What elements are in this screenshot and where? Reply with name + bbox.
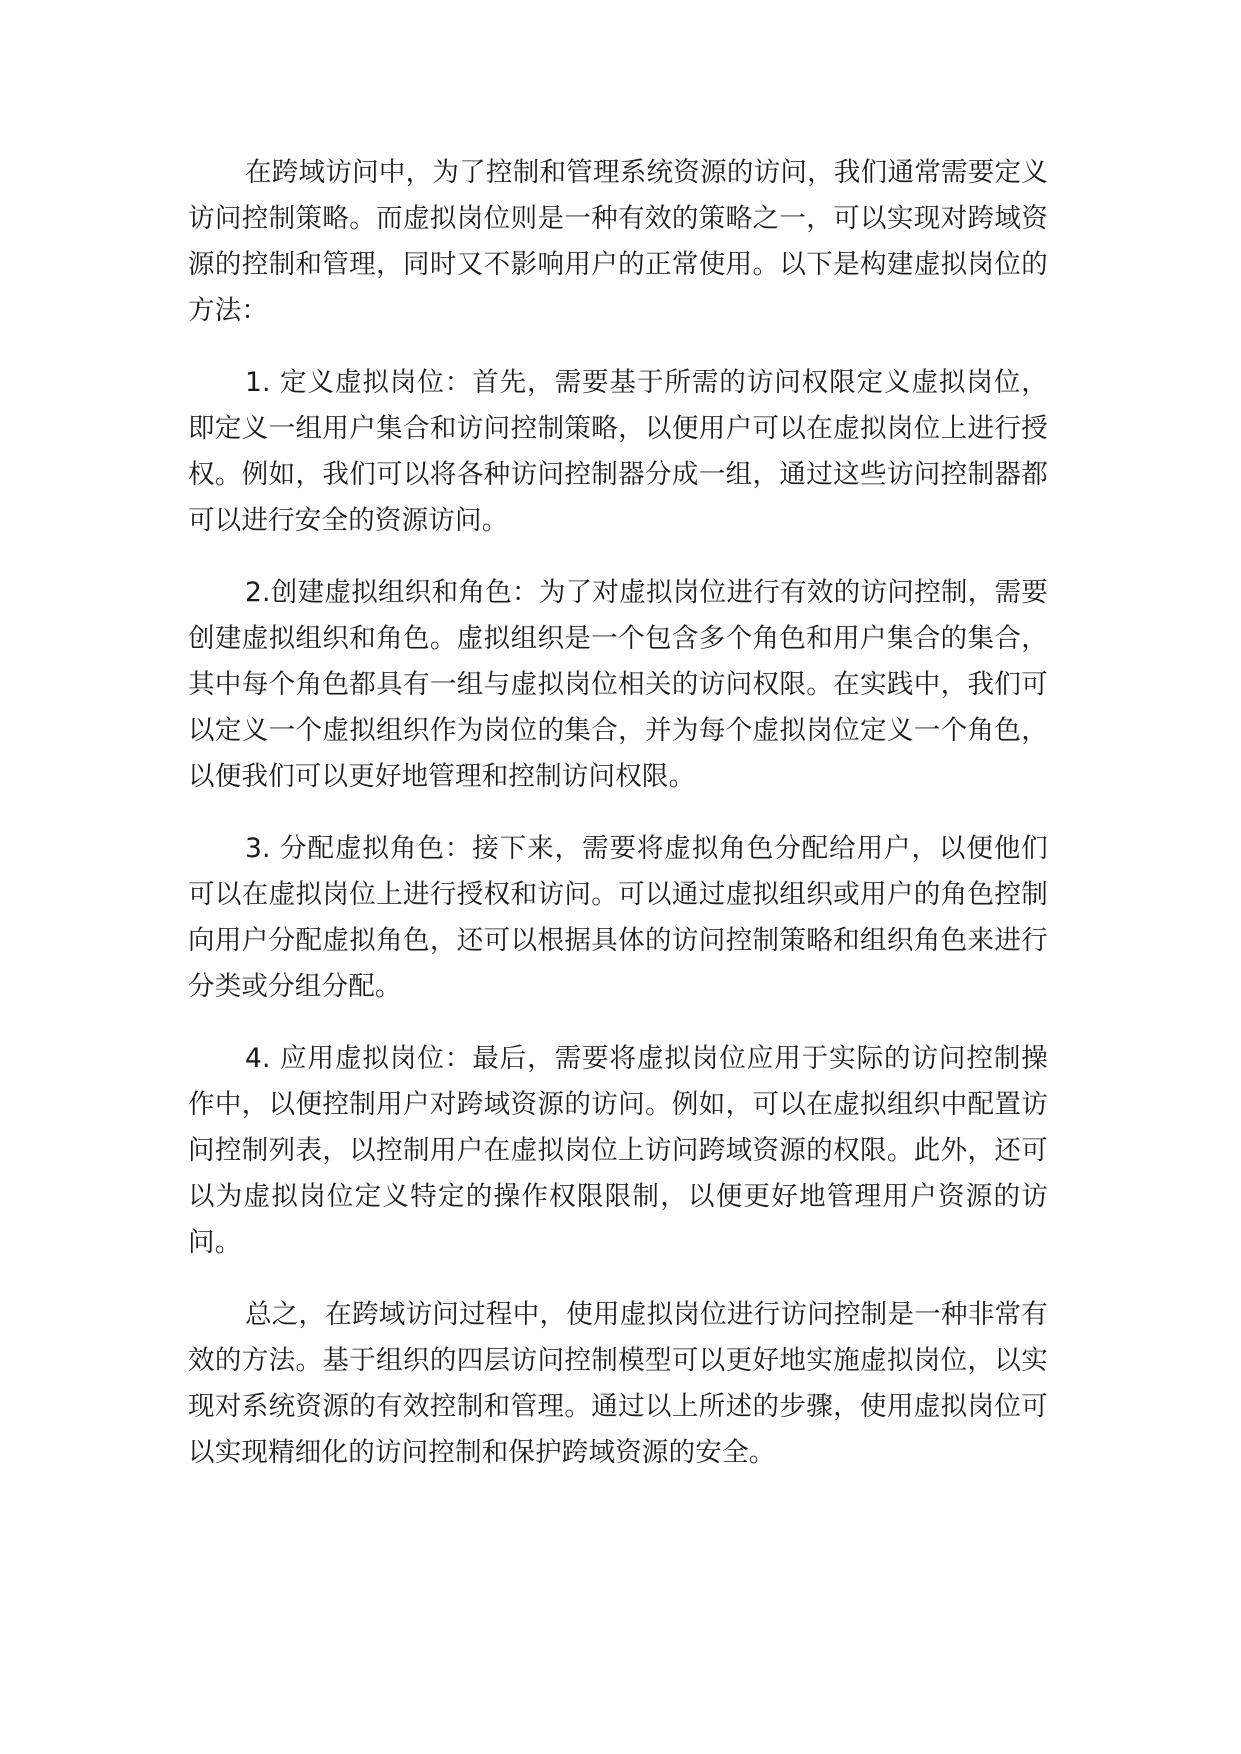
conclusion-paragraph: 总之，在跨域访问过程中，使用虚拟岗位进行访问控制是一种非常有效的方法。基于组织的四层访问控制模型可以更好地实施虚拟岗位，以实现对系统资源的有效控制和管理。通过以上所述的步骤，使用虚拟岗位可以实现精细化的访问控制和保护跨域资源的安全。 [188, 1299, 1048, 1468]
document-body [188, 150, 1048, 1502]
step-4-paragraph: 4. 应用虚拟岗位：最后，需要将虚拟岗位应用于实际的访问控制操作中，以便控制用户对跨域资源的访问。例如，可以在虚拟组织中配置访问控制列表，以控制用户在虚拟岗位上访问跨域资源的权限。此外，还可以为虚拟岗位定义特定的操作权限限制，以便更好地管理用户资源的访问。 [188, 1043, 1048, 1258]
intro-paragraph: 在跨域访问中，为了控制和管理系统资源的访问，我们通常需要定义访问控制策略。而虚拟岗位则是一种有效的策略之一，可以实现对跨域资源的控制和管理，同时又不影响用户的正常使用。以下是构建虚拟岗位的方法： [188, 157, 1048, 326]
step-2-paragraph: 2.创建虚拟组织和角色：为了对虚拟岗位进行有效的访问控制，需要创建虚拟组织和角色。虚拟组织是一个包含多个角色和用户集合的集合，其中每个角色都具有一组与虚拟岗位相关的访问权限。在实践中，我们可以定义一个虚拟组织作为岗位的集合，并为每个虚拟岗位定义一个角色，以便我们可以更好地管理和控制访问权限。 [188, 577, 1048, 792]
step-1-paragraph: 1. 定义虚拟岗位：首先，需要基于所需的访问权限定义虚拟岗位，即定义一组用户集合和访问控制策略，以便用户可以在虚拟岗位上进行授权。例如，我们可以将各种访问控制器分成一组，通过这些访问控制器都可以进行安全的资源访问。 [188, 367, 1048, 536]
step-3-paragraph: 3. 分配虚拟角色：接下来，需要将虚拟角色分配给用户，以便他们可以在虚拟岗位上进行授权和访问。可以通过虚拟组织或用户的角色控制向用户分配虚拟角色，还可以根据具体的访问控制策略和组织角色来进行分类或分组分配。 [188, 833, 1048, 1002]
